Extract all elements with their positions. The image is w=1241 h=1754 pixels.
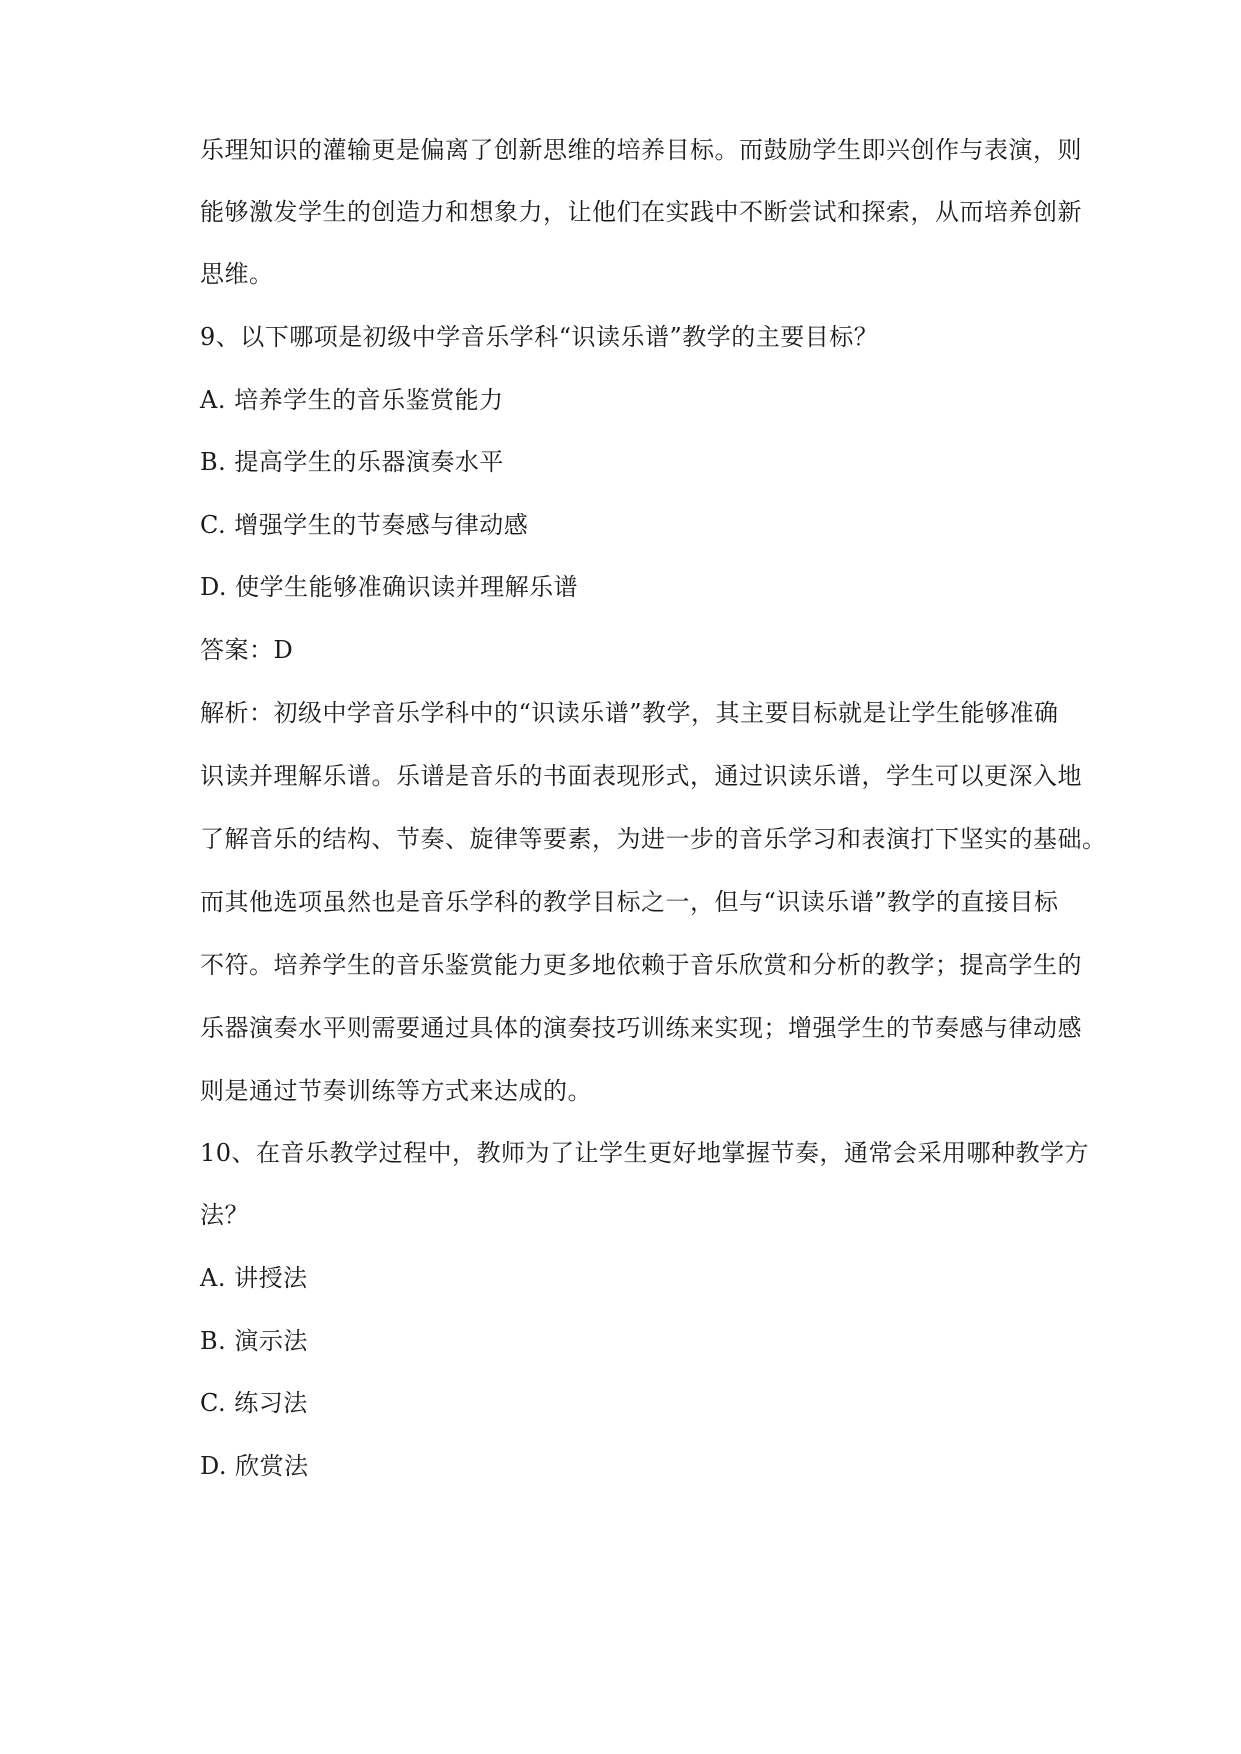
paragraph-line: 能够激发学生的创造力和想象力，让他们在实践中不断尝试和探索，从而培养创新	[200, 198, 1082, 226]
question-9-option-c: C. 增强学生的节奏感与律动感	[200, 511, 529, 539]
paragraph-line: 乐理知识的灌输更是偏离了创新思维的培养目标。而鼓励学生即兴创作与表演，则	[200, 136, 1082, 164]
question-10-text: 10、在音乐教学过程中，教师为了让学生更好地掌握节奏，通常会采用哪种教学方	[200, 1139, 1090, 1167]
question-10-option-c: C. 练习法	[200, 1389, 308, 1417]
question-9-analysis-line: 了解音乐的结构、节奏、旋律等要素，为进一步的音乐学习和表演打下坚实的基础。	[200, 825, 1107, 853]
question-9-analysis-line: 乐器演奏水平则需要通过具体的演奏技巧训练来实现；增强学生的节奏感与律动感	[200, 1014, 1082, 1042]
paragraph-line: 思维。	[200, 260, 274, 288]
question-9-analysis-line: 则是通过节奏训练等方式来达成的。	[200, 1077, 592, 1105]
question-9-analysis-line: 解析：初级中学音乐学科中的“识读乐谱”教学，其主要目标就是让学生能够准确	[200, 699, 1059, 727]
question-10-option-a: A. 讲授法	[200, 1264, 308, 1292]
question-9-option-a: A. 培养学生的音乐鉴赏能力	[200, 386, 504, 414]
question-9-option-d: D. 使学生能够准确识读并理解乐谱	[200, 573, 579, 601]
question-9-text: 9、以下哪项是初级中学音乐学科“识读乐谱”教学的主要目标？	[200, 323, 879, 351]
question-9-answer: 答案：D	[200, 636, 294, 664]
question-9-option-b: B. 提高学生的乐器演奏水平	[200, 448, 504, 476]
question-10-option-b: B. 演示法	[200, 1327, 308, 1355]
question-10-text: 法？	[200, 1201, 249, 1229]
question-9-analysis-line: 而其他选项虽然也是音乐学科的教学目标之一，但与“识读乐谱”教学的直接目标	[200, 888, 1059, 916]
question-9-analysis-line: 不符。培养学生的音乐鉴赏能力更多地依赖于音乐欣赏和分析的教学；提高学生的	[200, 951, 1082, 979]
question-10-option-d: D. 欣赏法	[200, 1452, 309, 1480]
question-9-analysis-line: 识读并理解乐谱。乐谱是音乐的书面表现形式，通过识读乐谱，学生可以更深入地	[200, 762, 1082, 790]
